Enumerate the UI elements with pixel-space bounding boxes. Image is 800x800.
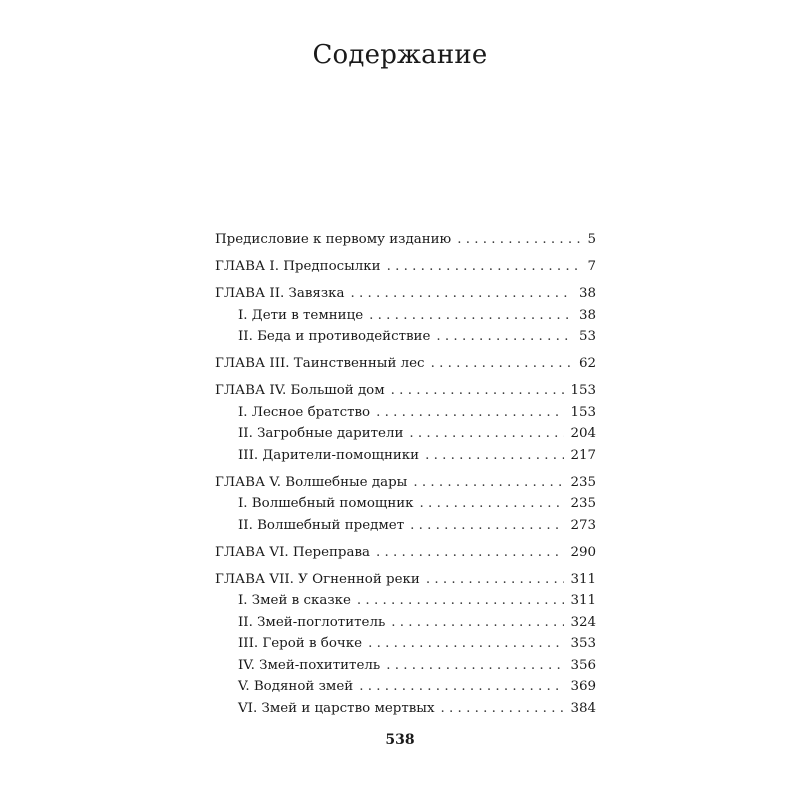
dot-leader bbox=[409, 423, 564, 445]
toc-entry-section bbox=[215, 676, 596, 698]
toc-entry-label: I. Волшебный помощник bbox=[238, 496, 414, 511]
toc-entry-page: 38 bbox=[578, 307, 596, 323]
toc-entry-page: 311 bbox=[570, 571, 596, 587]
toc-entry-page: 290 bbox=[570, 544, 596, 560]
toc-entry-page: 153 bbox=[570, 383, 596, 398]
dot-leader bbox=[357, 590, 565, 612]
dot-leader bbox=[350, 283, 572, 305]
dot-leader bbox=[368, 633, 564, 655]
toc-entry-chapter-7 bbox=[215, 569, 596, 591]
toc-entry-page: 217 bbox=[570, 447, 596, 463]
toc-entry-page: 324 bbox=[570, 614, 596, 630]
toc-entry-section bbox=[215, 326, 596, 348]
dot-leader bbox=[413, 472, 564, 494]
toc-entry-label: II. Змей-поглотитель bbox=[238, 614, 386, 630]
page-number: 538 bbox=[385, 732, 415, 748]
dot-leader bbox=[391, 612, 564, 634]
toc-entry-page: 369 bbox=[570, 679, 596, 694]
toc-entry-label: V. Водяной змей bbox=[238, 679, 354, 694]
toc-entry-page: 153 bbox=[570, 404, 596, 420]
toc-entry-label: Предисловие к первому изданию bbox=[215, 232, 452, 247]
page-title: Содержание bbox=[312, 40, 488, 70]
toc-entry-label: ГЛАВА I. Предпосылки bbox=[215, 259, 381, 274]
toc-entry-label: II. Беда и противодействие bbox=[238, 329, 431, 344]
dot-leader bbox=[376, 542, 564, 564]
toc-entry-label: ГЛАВА III. Таинственный лес bbox=[215, 356, 425, 371]
dot-leader bbox=[369, 305, 573, 327]
dot-leader bbox=[431, 353, 573, 375]
toc-entry-label: ГЛАВА VI. Переправа bbox=[215, 544, 370, 560]
toc-entry-chapter-6 bbox=[215, 542, 596, 564]
toc-entry-section bbox=[215, 515, 596, 537]
dot-leader bbox=[426, 569, 565, 591]
toc-entry-section bbox=[215, 698, 596, 720]
toc-entry-chapter-4 bbox=[215, 380, 596, 402]
dot-leader bbox=[386, 655, 564, 677]
toc-entry-page: 5 bbox=[587, 232, 596, 247]
toc-entry-label: IV. Змей-похититель bbox=[238, 657, 381, 673]
toc-entry-label: II. Загробные дарители bbox=[238, 426, 404, 441]
toc-entry-page: 384 bbox=[570, 700, 596, 716]
toc-entry-section bbox=[215, 633, 596, 655]
toc-entry-page: 235 bbox=[570, 474, 596, 490]
toc-entry-page: 273 bbox=[570, 517, 596, 533]
toc-entry-page: 356 bbox=[570, 657, 596, 673]
toc-entry-label: ГЛАВА II. Завязка bbox=[215, 286, 345, 301]
toc-entry-label: II. Волшебный предмет bbox=[238, 517, 405, 533]
toc-entry-section bbox=[215, 612, 596, 634]
dot-leader bbox=[436, 326, 573, 348]
toc-entry-preface bbox=[215, 229, 596, 251]
dot-leader bbox=[376, 402, 564, 424]
dot-leader bbox=[387, 256, 580, 278]
toc-entry-label: I. Змей в сказке bbox=[238, 593, 351, 608]
toc-entry-page: 62 bbox=[578, 356, 596, 371]
toc-entry-label: VI. Змей и царство мертвых bbox=[238, 700, 435, 716]
toc-entry-page: 7 bbox=[587, 259, 596, 274]
toc-entry-section bbox=[215, 423, 596, 445]
toc-entry-label: ГЛАВА IV. Большой дом bbox=[215, 383, 385, 398]
toc-entry-page: 311 bbox=[570, 593, 596, 608]
toc-entry-section bbox=[215, 493, 596, 515]
dot-leader bbox=[359, 676, 564, 698]
dot-leader bbox=[410, 515, 564, 537]
toc-entry-section bbox=[215, 305, 596, 327]
toc-entry-label: III. Дарители-помощники bbox=[238, 447, 420, 463]
toc-entry-page: 353 bbox=[570, 636, 596, 651]
dot-leader bbox=[457, 229, 580, 251]
toc-entry-label: III. Герой в бочке bbox=[238, 636, 363, 651]
toc-entry-chapter-5 bbox=[215, 472, 596, 494]
toc-entry-label: I. Лесное братство bbox=[238, 404, 371, 420]
toc-entry-chapter-2 bbox=[215, 283, 596, 305]
table-of-contents bbox=[215, 229, 596, 719]
toc-entry-section bbox=[215, 402, 596, 424]
toc-entry-section bbox=[215, 590, 596, 612]
dot-leader bbox=[425, 445, 564, 467]
toc-entry-page: 235 bbox=[570, 496, 596, 511]
toc-entry-label: I. Дети в темнице bbox=[238, 307, 364, 323]
toc-entry-page: 204 bbox=[570, 426, 596, 441]
toc-entry-page: 38 bbox=[578, 286, 596, 301]
dot-leader bbox=[420, 493, 565, 515]
dot-leader bbox=[441, 698, 565, 720]
toc-entry-section bbox=[215, 655, 596, 677]
toc-entry-page: 53 bbox=[578, 329, 596, 344]
toc-entry-label: ГЛАВА VII. У Огненной реки bbox=[215, 571, 420, 587]
toc-entry-section bbox=[215, 445, 596, 467]
dot-leader bbox=[391, 380, 565, 402]
toc-entry-chapter-1 bbox=[215, 256, 596, 278]
toc-entry-label: ГЛАВА V. Волшебные дары bbox=[215, 474, 408, 490]
toc-entry-chapter-3 bbox=[215, 353, 596, 375]
